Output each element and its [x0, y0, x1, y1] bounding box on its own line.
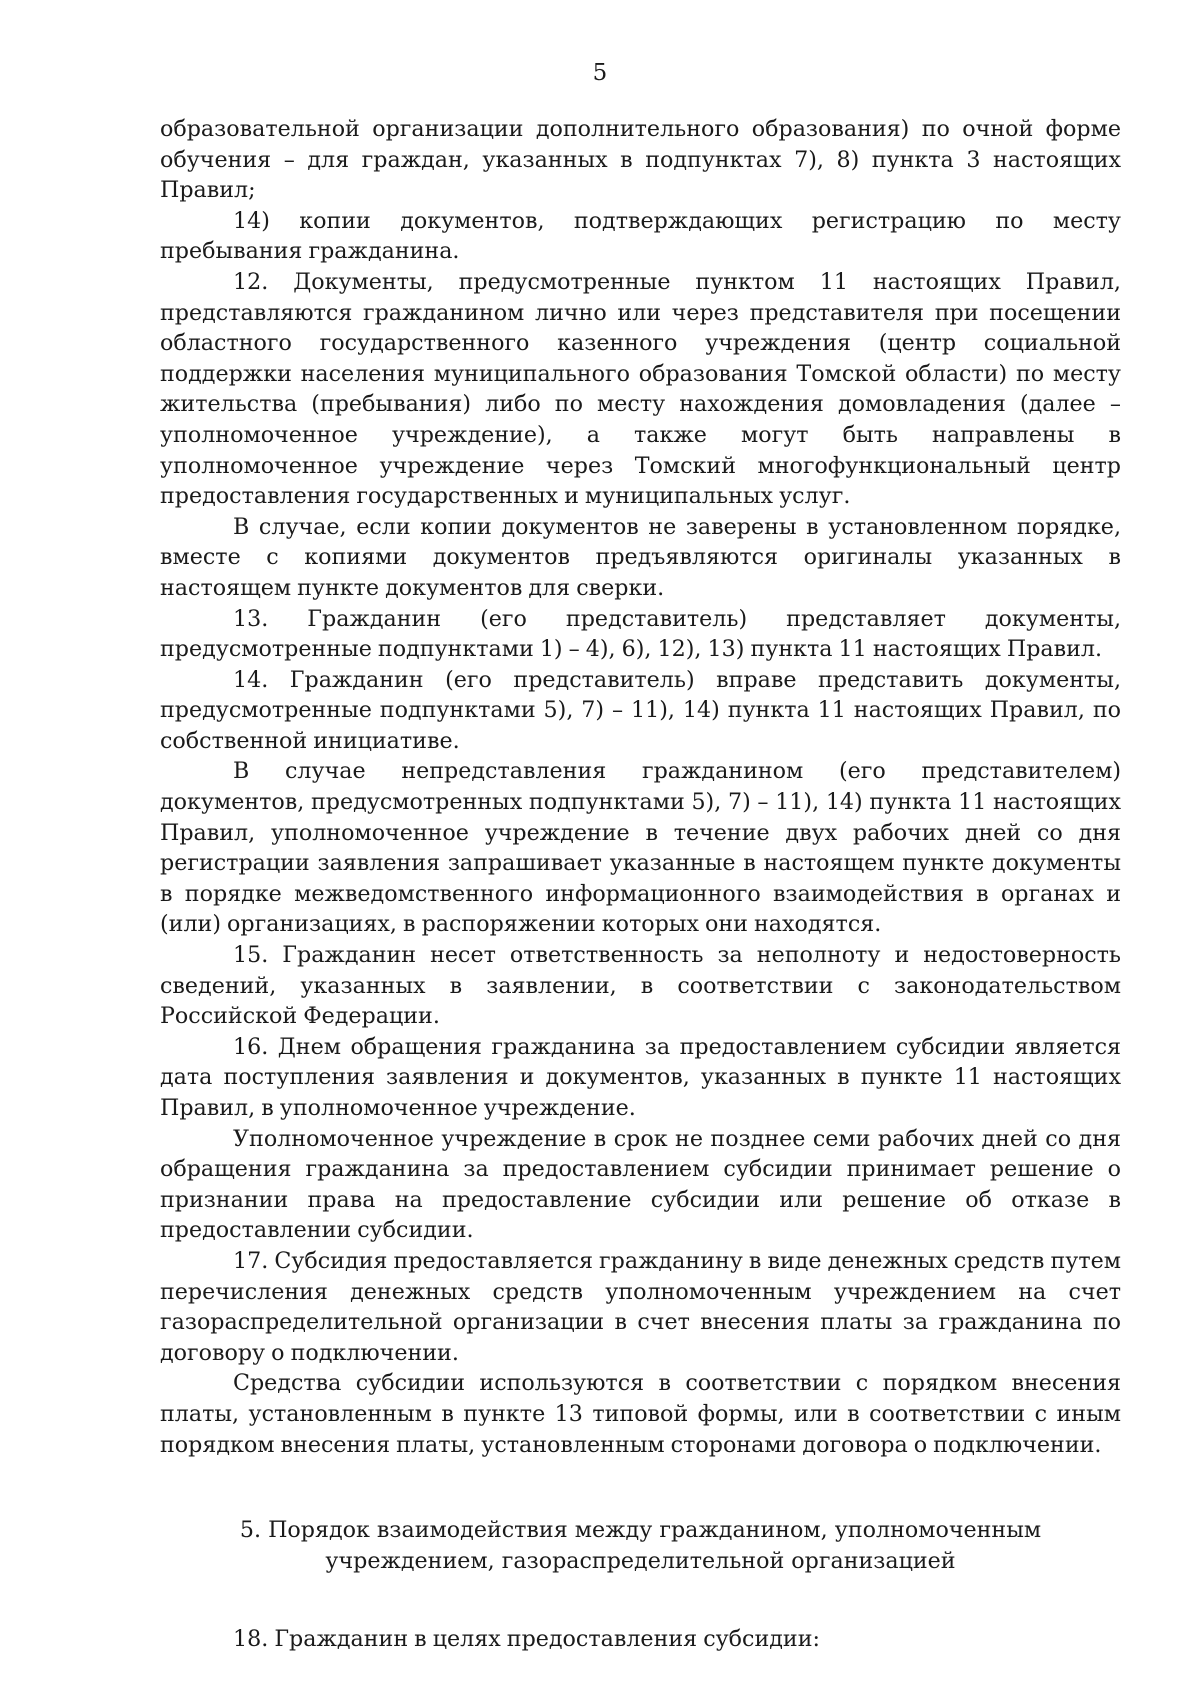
- paragraph-1: 14) копии документов, подтверждающих регистрацию по месту пребывания гражданина.: [160, 207, 1121, 265]
- paragraph-18: 18. Гражданин в целях предоставления субсидии:: [233, 1626, 820, 1653]
- paragraph-10: 17. Субсидия предоставляется гражданину в виде денежных средств путем перечисления денежных средств уполномоченным учреждением на счет газораспределительной организации в счет внесения платы за гражданина по договору о подключении.: [160, 1247, 1121, 1366]
- paragraph-6: В случае непредставления гражданином (его представителем) документов, предусмотренных подпунктами 5), 7) – 11), 14) пункта 11 настоящих Правил, уполномоченное учреждение в течение двух рабочих дней со дня регистрации заявления запрашивает указанные в настоящем пункте документы в порядке межведомственного информационного взаимодействия в органах и (или) организациях, в распоряжении которых они находятся.: [160, 758, 1121, 938]
- document-body: [160, 114, 1121, 1655]
- section-heading-line-2: учреждением, газораспределительной организацией: [325, 1547, 956, 1574]
- paragraph-9: Уполномоченное учреждение в срок не позднее семи рабочих дней со дня обращения гражданина за предоставлением субсидии принимает решение о признании права на предоставление субсидии или решение об отказе в предоставлении субсидии.: [160, 1125, 1121, 1244]
- paragraph-4: 13. Гражданин (его представитель) представляет документы, предусмотренные подпунктами 1) – 4), 6), 12), 13) пункта 11 настоящих Правил.: [160, 605, 1121, 663]
- paragraph-2: 12. Документы, предусмотренные пунктом 11 настоящих Правил, представляются гражданином лично или через представителя при посещении областного государственного казенного учреждения (центр социальной поддержки населения муниципального образования Томской области) по месту жительства (пребывания) либо по месту нахождения домовладения (далее – уполномоченное учреждение), а также могут быть направлены в уполномоченное учреждение через Томский многофункциональный центр предоставления государственных и муниципальных услуг.: [160, 268, 1121, 510]
- paragraph-5: 14. Гражданин (его представитель) вправе представить документы, предусмотренные подпунктами 5), 7) – 11), 14) пункта 11 настоящих Правил, по собственной инициативе.: [160, 666, 1121, 754]
- paragraph-3: В случае, если копии документов не заверены в установленном порядке, вместе с копиями документов предъявляются оригиналы указанных в настоящем пункте документов для сверки.: [160, 513, 1121, 601]
- section-heading: [160, 1515, 1121, 1576]
- paragraph-11: Средства субсидии используются в соответствии с порядком внесения платы, установленным в пункте 13 типовой формы, или в соответствии с иным порядком внесения платы, установленным сторонами договора о подключении.: [160, 1370, 1121, 1458]
- section-heading-line-1: 5. Порядок взаимодействия между гражданином, уполномоченным: [239, 1517, 1042, 1544]
- paragraph-8: 16. Днем обращения гражданина за предоставлением субсидии является дата поступления заявления и документов, указанных в пункте 11 настоящих Правил, в уполномоченное учреждение.: [160, 1033, 1121, 1121]
- paragraph-7: 15. Гражданин несет ответственность за неполноту и недостоверность сведений, указанных в заявлении, в соответствии с законодательством Российской Федерации.: [160, 942, 1121, 1030]
- paragraph-0: образовательной организации дополнительного образования) по очной форме обучения – для граждан, указанных в подпунктах 7), 8) пункта 3 настоящих Правил;: [160, 116, 1121, 204]
- page-number: 5: [592, 60, 608, 86]
